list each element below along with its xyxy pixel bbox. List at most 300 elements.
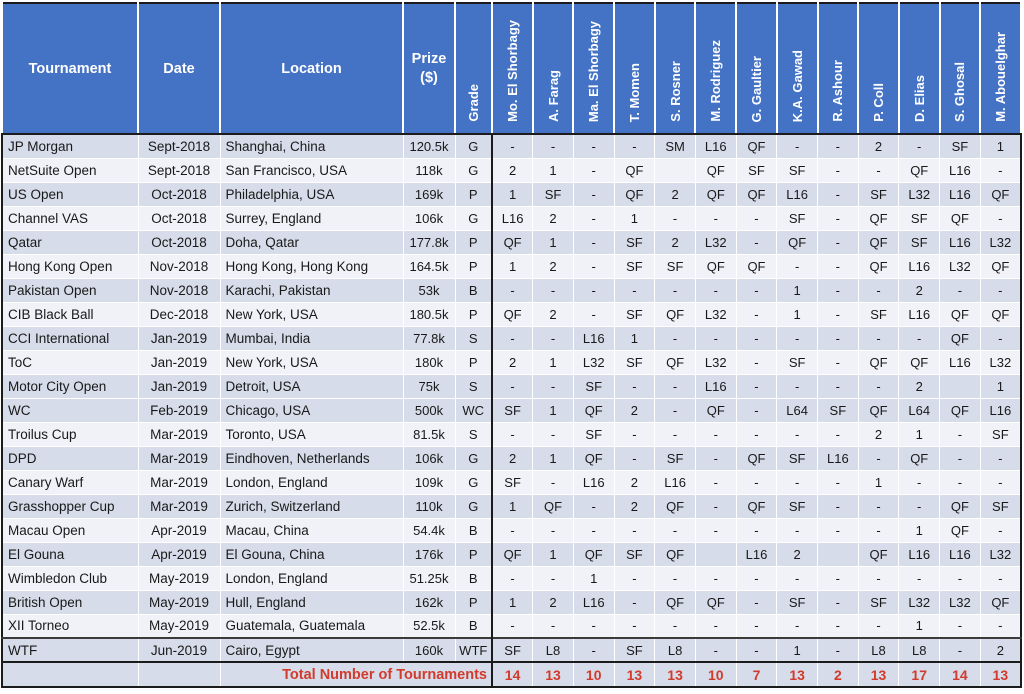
result-cell: QF <box>573 446 614 470</box>
header-row <box>2 3 1021 134</box>
result-cell: - <box>777 134 818 158</box>
prize-cell: 180.5k <box>403 302 455 326</box>
result-cell: - <box>736 470 777 494</box>
result-cell: 1 <box>492 590 533 614</box>
result-cell: SF <box>858 182 899 206</box>
result-cell: L16 <box>736 542 777 566</box>
result-cell: - <box>573 614 614 638</box>
date-cell: Nov-2018 <box>138 278 220 302</box>
prize-cell: 118k <box>403 158 455 182</box>
result-cell: - <box>818 614 859 638</box>
tournament-cell: Wimbledon Club <box>2 566 138 590</box>
result-cell: L32 <box>899 182 940 206</box>
result-cell: L16 <box>940 542 981 566</box>
result-cell: - <box>533 374 574 398</box>
result-cell: SF <box>614 350 655 374</box>
player-header <box>858 3 899 134</box>
result-cell: QF <box>655 590 696 614</box>
result-cell: QF <box>695 590 736 614</box>
grade-cell: S <box>455 326 492 350</box>
player-name: T. Momen <box>626 62 642 122</box>
location-cell: El Gouna, China <box>220 542 403 566</box>
total-value: 2 <box>818 662 859 687</box>
result-cell: - <box>980 206 1021 230</box>
player-name: R. Ashour <box>830 60 846 122</box>
prize-cell: 180k <box>403 350 455 374</box>
result-cell: - <box>777 254 818 278</box>
result-cell: - <box>736 518 777 542</box>
total-value: 13 <box>614 662 655 687</box>
result-cell: SF <box>492 638 533 662</box>
player-header <box>533 3 574 134</box>
result-cell: - <box>492 566 533 590</box>
result-cell: SF <box>736 158 777 182</box>
date-cell: May-2019 <box>138 566 220 590</box>
result-cell: - <box>573 254 614 278</box>
result-cell: - <box>777 470 818 494</box>
result-cell: SF <box>777 350 818 374</box>
result-cell: - <box>818 494 859 518</box>
result-cell: - <box>899 470 940 494</box>
table-row <box>2 374 1021 398</box>
prize-cell: 81.5k <box>403 422 455 446</box>
grade-cell: G <box>455 446 492 470</box>
grade-cell: P <box>455 542 492 566</box>
result-cell: - <box>573 638 614 662</box>
result-cell: SF <box>777 158 818 182</box>
result-cell: SF <box>492 470 533 494</box>
result-cell: L16 <box>818 446 859 470</box>
location-cell: Guatemala, Guatemala <box>220 614 403 638</box>
col-header-tournament: Tournament <box>2 3 138 134</box>
result-cell: - <box>695 518 736 542</box>
result-cell: L16 <box>940 230 981 254</box>
grade-header-label: Grade <box>466 84 481 122</box>
player-header <box>940 3 981 134</box>
result-cell: - <box>655 374 696 398</box>
result-cell: 1 <box>777 302 818 326</box>
result-cell: L16 <box>899 542 940 566</box>
result-cell: QF <box>492 230 533 254</box>
empty-cell <box>138 662 220 687</box>
result-cell: - <box>492 518 533 542</box>
prize-cell: 53k <box>403 278 455 302</box>
prize-cell: 500k <box>403 398 455 422</box>
prize-cell: 160k <box>403 638 455 662</box>
player-name: S. Ghosal <box>952 62 968 122</box>
result-cell: 2 <box>858 422 899 446</box>
player-name: K.A. Gawad <box>789 49 805 122</box>
result-cell: QF <box>858 230 899 254</box>
result-cell: 2 <box>655 230 696 254</box>
result-cell: - <box>940 278 981 302</box>
col-header-grade <box>455 3 492 134</box>
location-cell: New York, USA <box>220 302 403 326</box>
result-cell: QF <box>858 254 899 278</box>
date-cell: May-2019 <box>138 614 220 638</box>
result-cell: SF <box>614 254 655 278</box>
grade-cell: P <box>455 302 492 326</box>
result-cell: SF <box>573 374 614 398</box>
result-cell: - <box>655 278 696 302</box>
date-cell: Sept-2018 <box>138 158 220 182</box>
result-cell: QF <box>655 302 696 326</box>
result-cell: L16 <box>492 206 533 230</box>
result-cell: - <box>940 614 981 638</box>
result-cell: SF <box>777 206 818 230</box>
table-row <box>2 494 1021 518</box>
total-value: 14 <box>492 662 533 687</box>
location-cell: Shanghai, China <box>220 134 403 158</box>
result-cell: SF <box>614 230 655 254</box>
grade-cell: P <box>455 182 492 206</box>
result-cell: - <box>492 614 533 638</box>
tournament-cell: XII Torneo <box>2 614 138 638</box>
result-cell: - <box>858 614 899 638</box>
result-cell: - <box>777 566 818 590</box>
result-cell: - <box>614 566 655 590</box>
result-cell: - <box>818 134 859 158</box>
date-cell: Oct-2018 <box>138 182 220 206</box>
location-cell: New York, USA <box>220 350 403 374</box>
prize-cell: 110k <box>403 494 455 518</box>
result-cell: - <box>858 494 899 518</box>
table-row <box>2 590 1021 614</box>
table-row <box>2 446 1021 470</box>
result-cell: SF <box>533 182 574 206</box>
date-cell: Jan-2019 <box>138 350 220 374</box>
result-cell: SF <box>777 494 818 518</box>
result-cell: QF <box>573 398 614 422</box>
result-cell: L16 <box>899 254 940 278</box>
result-cell: - <box>573 206 614 230</box>
result-cell: L32 <box>695 302 736 326</box>
grade-cell: G <box>455 206 492 230</box>
total-value: 13 <box>655 662 696 687</box>
result-cell: 1 <box>899 422 940 446</box>
grade-cell: G <box>455 134 492 158</box>
tournament-cell: Canary Warf <box>2 470 138 494</box>
location-cell: Doha, Qatar <box>220 230 403 254</box>
prize-cell: 54.4k <box>403 518 455 542</box>
result-cell: QF <box>980 590 1021 614</box>
result-cell: - <box>695 278 736 302</box>
result-cell: L8 <box>533 638 574 662</box>
result-cell: 1 <box>777 638 818 662</box>
result-cell: - <box>940 422 981 446</box>
result-cell: - <box>533 518 574 542</box>
result-cell: SF <box>655 446 696 470</box>
total-label: Total Number of Tournaments <box>220 662 492 687</box>
result-cell: L32 <box>695 350 736 374</box>
result-cell: - <box>858 518 899 542</box>
result-cell: - <box>573 158 614 182</box>
result-cell: L16 <box>980 398 1021 422</box>
player-name: M. Rodriguez <box>708 40 724 122</box>
location-cell: Hull, England <box>220 590 403 614</box>
tournament-cell: Qatar <box>2 230 138 254</box>
player-name: Ma. El Shorbagy <box>586 20 602 122</box>
result-cell: - <box>899 494 940 518</box>
result-cell: - <box>655 422 696 446</box>
table-row <box>2 182 1021 206</box>
result-cell: SM <box>655 134 696 158</box>
result-cell: - <box>695 566 736 590</box>
location-cell: San Francisco, USA <box>220 158 403 182</box>
grade-cell: WC <box>455 398 492 422</box>
result-cell: - <box>533 278 574 302</box>
result-cell: SF <box>818 398 859 422</box>
table-header <box>2 3 1021 134</box>
grade-cell: B <box>455 278 492 302</box>
result-cell: - <box>614 614 655 638</box>
result-cell: - <box>736 614 777 638</box>
result-cell: 2 <box>777 542 818 566</box>
col-header-date: Date <box>138 3 220 134</box>
result-cell: - <box>980 518 1021 542</box>
result-cell: - <box>614 590 655 614</box>
result-cell: - <box>940 470 981 494</box>
result-cell: L64 <box>777 398 818 422</box>
result-cell: - <box>573 134 614 158</box>
result-cell: QF <box>899 446 940 470</box>
date-cell: Oct-2018 <box>138 206 220 230</box>
result-cell <box>940 374 981 398</box>
result-cell: - <box>492 422 533 446</box>
player-name: Mo. El Shorbagy <box>504 20 520 122</box>
grade-cell: S <box>455 374 492 398</box>
result-cell: QF <box>614 158 655 182</box>
table-body <box>2 134 1021 662</box>
result-cell: - <box>818 422 859 446</box>
result-cell: - <box>736 398 777 422</box>
player-header <box>655 3 696 134</box>
result-cell: - <box>899 326 940 350</box>
result-cell: 2 <box>980 638 1021 662</box>
result-cell: QF <box>695 158 736 182</box>
tournament-cell: NetSuite Open <box>2 158 138 182</box>
result-cell: 2 <box>533 302 574 326</box>
location-cell: Zurich, Switzerland <box>220 494 403 518</box>
result-cell: SF <box>858 302 899 326</box>
player-header <box>736 3 777 134</box>
result-cell: - <box>695 206 736 230</box>
result-cell: - <box>492 134 533 158</box>
empty-cell <box>2 662 138 687</box>
result-cell: - <box>818 158 859 182</box>
result-cell: - <box>858 566 899 590</box>
location-cell: Philadelphia, USA <box>220 182 403 206</box>
result-cell: 1 <box>980 374 1021 398</box>
result-cell: L16 <box>655 470 696 494</box>
result-cell: - <box>533 470 574 494</box>
result-cell: SF <box>858 590 899 614</box>
result-cell: 2 <box>614 494 655 518</box>
tournament-cell: Pakistan Open <box>2 278 138 302</box>
location-cell: Eindhoven, Netherlands <box>220 446 403 470</box>
result-cell: L16 <box>695 134 736 158</box>
result-cell: - <box>980 566 1021 590</box>
table-footer <box>2 662 1021 687</box>
result-cell: L16 <box>695 374 736 398</box>
result-cell: L16 <box>940 350 981 374</box>
table-row <box>2 398 1021 422</box>
table-row <box>2 638 1021 662</box>
grade-cell: G <box>455 494 492 518</box>
result-cell: QF <box>655 350 696 374</box>
result-cell: - <box>818 374 859 398</box>
grade-cell: G <box>455 158 492 182</box>
result-cell: QF <box>533 494 574 518</box>
result-cell: - <box>573 278 614 302</box>
date-cell: Feb-2019 <box>138 398 220 422</box>
result-cell: QF <box>858 206 899 230</box>
result-cell: - <box>940 638 981 662</box>
result-cell <box>695 542 736 566</box>
tournament-cell: WC <box>2 398 138 422</box>
result-cell: - <box>940 446 981 470</box>
player-header <box>695 3 736 134</box>
result-cell: - <box>614 134 655 158</box>
result-cell: 2 <box>614 398 655 422</box>
result-cell: - <box>858 446 899 470</box>
total-value: 17 <box>899 662 940 687</box>
result-cell: - <box>818 590 859 614</box>
result-cell: L32 <box>573 350 614 374</box>
grade-cell: P <box>455 350 492 374</box>
result-cell: QF <box>940 518 981 542</box>
result-cell: QF <box>980 302 1021 326</box>
player-name: A. Farag <box>545 69 561 122</box>
result-cell: L16 <box>573 470 614 494</box>
result-cell: L32 <box>695 230 736 254</box>
result-cell: SF <box>614 302 655 326</box>
result-cell: - <box>818 470 859 494</box>
table-row <box>2 158 1021 182</box>
total-value: 14 <box>940 662 981 687</box>
table-row <box>2 422 1021 446</box>
result-cell: - <box>614 374 655 398</box>
tournament-cell: El Gouna <box>2 542 138 566</box>
result-cell: QF <box>655 542 696 566</box>
result-cell: - <box>573 494 614 518</box>
tournament-cell: WTF <box>2 638 138 662</box>
grade-cell: G <box>455 470 492 494</box>
result-cell: - <box>695 422 736 446</box>
result-cell: QF <box>736 446 777 470</box>
result-cell: - <box>695 446 736 470</box>
result-cell: SF <box>492 398 533 422</box>
date-cell: Mar-2019 <box>138 422 220 446</box>
prize-cell: 52.5k <box>403 614 455 638</box>
result-cell: L16 <box>573 590 614 614</box>
table-row <box>2 614 1021 638</box>
date-cell: Oct-2018 <box>138 230 220 254</box>
date-cell: Jan-2019 <box>138 374 220 398</box>
result-cell: QF <box>695 182 736 206</box>
result-cell: L32 <box>940 254 981 278</box>
player-header <box>614 3 655 134</box>
grade-cell: S <box>455 422 492 446</box>
tournament-cell: Motor City Open <box>2 374 138 398</box>
result-cell: 1 <box>492 182 533 206</box>
result-cell: - <box>980 446 1021 470</box>
result-cell: - <box>777 422 818 446</box>
tournament-cell: Channel VAS <box>2 206 138 230</box>
location-cell: Karachi, Pakistan <box>220 278 403 302</box>
result-cell: L32 <box>940 590 981 614</box>
result-cell: QF <box>492 542 533 566</box>
result-cell: SF <box>899 206 940 230</box>
player-header <box>980 3 1021 134</box>
table-row <box>2 566 1021 590</box>
result-cell: L16 <box>573 326 614 350</box>
tournament-cell: ToC <box>2 350 138 374</box>
result-cell: 2 <box>492 158 533 182</box>
total-value: 13 <box>858 662 899 687</box>
grade-cell: B <box>455 614 492 638</box>
result-cell: QF <box>614 182 655 206</box>
result-cell: 1 <box>492 494 533 518</box>
result-cell: - <box>492 374 533 398</box>
result-cell: 1 <box>573 566 614 590</box>
result-cell: SF <box>980 494 1021 518</box>
result-cell: 2 <box>533 590 574 614</box>
result-cell: QF <box>777 230 818 254</box>
result-cell: - <box>940 566 981 590</box>
result-cell: - <box>533 614 574 638</box>
result-cell: - <box>818 254 859 278</box>
result-cell: L8 <box>655 638 696 662</box>
result-cell: - <box>777 614 818 638</box>
location-cell: Surrey, England <box>220 206 403 230</box>
result-cell: - <box>736 422 777 446</box>
result-cell: - <box>818 326 859 350</box>
result-cell: - <box>858 158 899 182</box>
tournament-cell: CIB Black Ball <box>2 302 138 326</box>
result-cell: QF <box>940 326 981 350</box>
result-cell: - <box>777 326 818 350</box>
result-cell: - <box>736 326 777 350</box>
prize-cell: 77.8k <box>403 326 455 350</box>
result-cell <box>655 158 696 182</box>
result-cell: 2 <box>614 470 655 494</box>
result-cell: - <box>573 302 614 326</box>
result-cell: - <box>614 518 655 542</box>
result-cell: 1 <box>533 230 574 254</box>
results-table <box>1 2 1022 688</box>
player-name: M. Abouelghar <box>993 32 1009 122</box>
result-cell: 2 <box>533 206 574 230</box>
result-cell: 2 <box>899 374 940 398</box>
date-cell: Mar-2019 <box>138 494 220 518</box>
result-cell: - <box>736 230 777 254</box>
col-header-prize: Prize ($) <box>403 3 455 134</box>
player-header <box>492 3 533 134</box>
result-cell: - <box>533 422 574 446</box>
result-cell: - <box>818 302 859 326</box>
player-header <box>573 3 614 134</box>
date-cell: Apr-2019 <box>138 542 220 566</box>
tournament-cell: DPD <box>2 446 138 470</box>
result-cell: QF <box>736 494 777 518</box>
result-cell: SF <box>980 422 1021 446</box>
result-cell: SF <box>573 422 614 446</box>
result-cell: - <box>736 278 777 302</box>
result-cell: - <box>533 566 574 590</box>
prize-cell: 164.5k <box>403 254 455 278</box>
result-cell: QF <box>736 182 777 206</box>
